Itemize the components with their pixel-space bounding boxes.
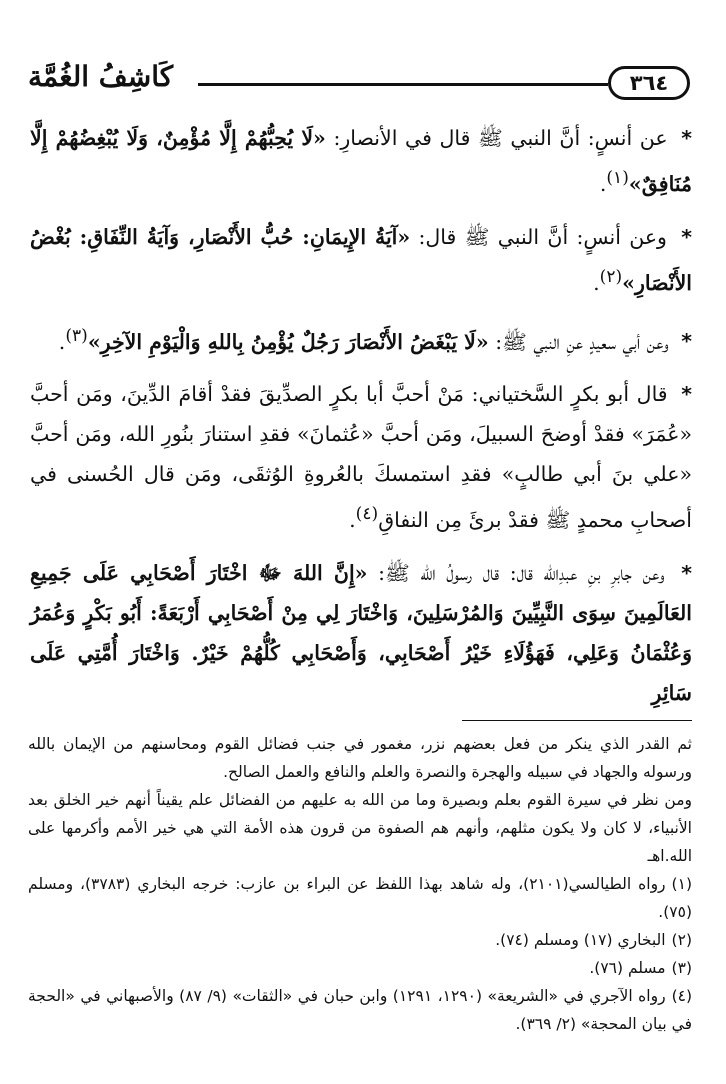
footnote-continuation: ومن نظر في سيرة القوم بعلم وبصيرة وما من الله به عليهم من الفضائل علم يقيناً أنهم خير الخلق بعد الأنبياء، لا كان ولا يكون مثلهم، وأنهم هم الصفوة من قرون هذه الأمة التي هي خير الأمم وأكرمها على الله.اهـ <box>28 791 692 865</box>
footnote-number: (٢) <box>671 931 692 949</box>
footnote-text: رواه الطيالسي(٢١٠١)، وله شاهد بهذا اللفظ عن البراء بن عازب: خرجه البخاري (٣٧٨٣)، ومسلم (٧٥). <box>28 875 692 921</box>
paragraph-lead: عن أنسٍ: أنَّ النبي ﷺ قال في الأنصارِ: <box>325 126 668 150</box>
paragraph-tail: . <box>599 171 607 196</box>
footnote <box>28 982 692 1038</box>
paragraph-lead: وعن جابرِ بنِ عبدِالله قال: قال رسولُ الله ﷺ: <box>367 561 665 586</box>
footnote-text: مسلم (٧٦). <box>589 959 666 977</box>
footnote <box>28 954 692 982</box>
paragraph-lead: وعن أنسٍ: أنَّ النبي ﷺ قال: <box>410 224 667 249</box>
footnotes <box>28 730 692 1038</box>
star-bullet: * <box>681 382 692 407</box>
hadith-paragraph <box>30 217 692 303</box>
footnote-separator <box>462 720 692 721</box>
star-bullet: * <box>681 224 692 249</box>
footnote <box>28 926 692 954</box>
footnote-number: (١) <box>671 875 692 893</box>
paragraph-lead: وعن أبي سعيدٍ عنِ النبي ﷺ: <box>488 329 669 354</box>
main-text <box>30 118 692 726</box>
footnote-text: البخاري (١٧) ومسلم (٧٤). <box>495 931 666 949</box>
hadith-paragraph <box>30 316 692 362</box>
hadith-quote: «لَا يَبْغَضُ الأَنْصَارَ رَجُلٌ يُؤْمِنُ بِاللهِ وَالْيَوْمِ الآخِرِ» <box>87 329 489 354</box>
footnote <box>28 870 692 926</box>
footnote-ref[interactable]: (١) <box>606 168 629 188</box>
paragraph-lead: قال أبو بكرٍ السَّختياني: مَنْ أحبَّ أبا بكرٍ الصدِّيقَ فقدْ أقامَ الدِّينَ، ومَن أحبَّ «عُمَرَ» فقدْ أوضحَ السبيلَ، ومَن أحبَّ «عُثمانَ» فقدِ استنارَ بنُورِ الله، ومَن أحبَّ «علي بنَ أبي طالبٍ» فقدِ استمسكَ بالعُروةِ الوُثقَى، ومَن قال الحُسنى في أصحابِ محمدٍ ﷺ فقدْ برئَ مِن النفاقِ <box>30 382 692 533</box>
hadith-quote: «آيَةُ الإِيمَانِ: حُبُّ الأَنْصَارِ، وَآيَةُ النِّفَاقِ: بُغْضُ الأَنْصَارِ» <box>30 224 692 295</box>
hadith-paragraph <box>30 118 692 204</box>
paragraph-tail: . <box>349 508 356 533</box>
paragraph-tail: . <box>593 270 600 295</box>
hadith-paragraph <box>30 553 692 713</box>
footnote-number: (٣) <box>671 959 692 977</box>
star-bullet: * <box>681 561 692 586</box>
paragraph-tail: . <box>58 329 66 354</box>
footnote-ref[interactable]: (٢) <box>599 266 623 287</box>
page-header <box>28 60 690 106</box>
footnote-ref[interactable]: (٣) <box>65 325 88 346</box>
star-bullet: * <box>681 126 692 150</box>
footnote-number: (٤) <box>671 987 693 1005</box>
athar-paragraph <box>30 374 692 540</box>
hadith-quote: «إِنَّ اللهَ ﷻ اخْتَارَ أَصْحَابِي عَلَى جَمِيعِ العَالَمِينَ سِوَى النَّبِيِّينَ وَالمُرْسَلِينَ، وَاخْتَارَ لِي مِنْ أَصْحَابِي أَرْبَعَةً: أَبُو بَكْرٍ وَعُمَرُ وَعُثْمَانُ وَعَلِي، فَهَؤُلَاءِ خَيْرُ أَصْحَابِي، وَأَصْحَابِي كُلُّهُمْ خَيْرٌ. وَاخْتَارَ أُمَّتِي عَلَى سَائِرِ <box>30 561 692 706</box>
page-number: ٣٦٤ <box>608 66 690 100</box>
hadith-quote: «لَا يُحِبُّهُمْ إِلَّا مُؤْمِنٌ، وَلَا يُبْغِضُهُمْ إِلَّا مُنَافِقٌ» <box>30 126 692 196</box>
star-bullet: * <box>681 329 692 354</box>
header-rule <box>198 83 608 86</box>
book-title: كَاشِفُ الغُمَّة <box>28 60 174 93</box>
footnote-continuation: ثم القدر الذي ينكر من فعل بعضهم نزر، مغمور في جنب فضائل القوم ومحاسنهم من الإيمان بالله ورسوله والجهاد في سبيله والهجرة والنصرة والعلم والنافع والعمل الصالح. <box>28 735 692 781</box>
footnote-ref[interactable]: (٤) <box>355 504 379 525</box>
footnote-text: رواه الآجري في «الشريعة» (١٢٩٠، ١٢٩١) وابن حبان في «الثقات» (٩/ ٨٧) والأصبهاني في «الحجة في بيان المحجة» (٢/ ٣٦٩). <box>28 987 692 1033</box>
